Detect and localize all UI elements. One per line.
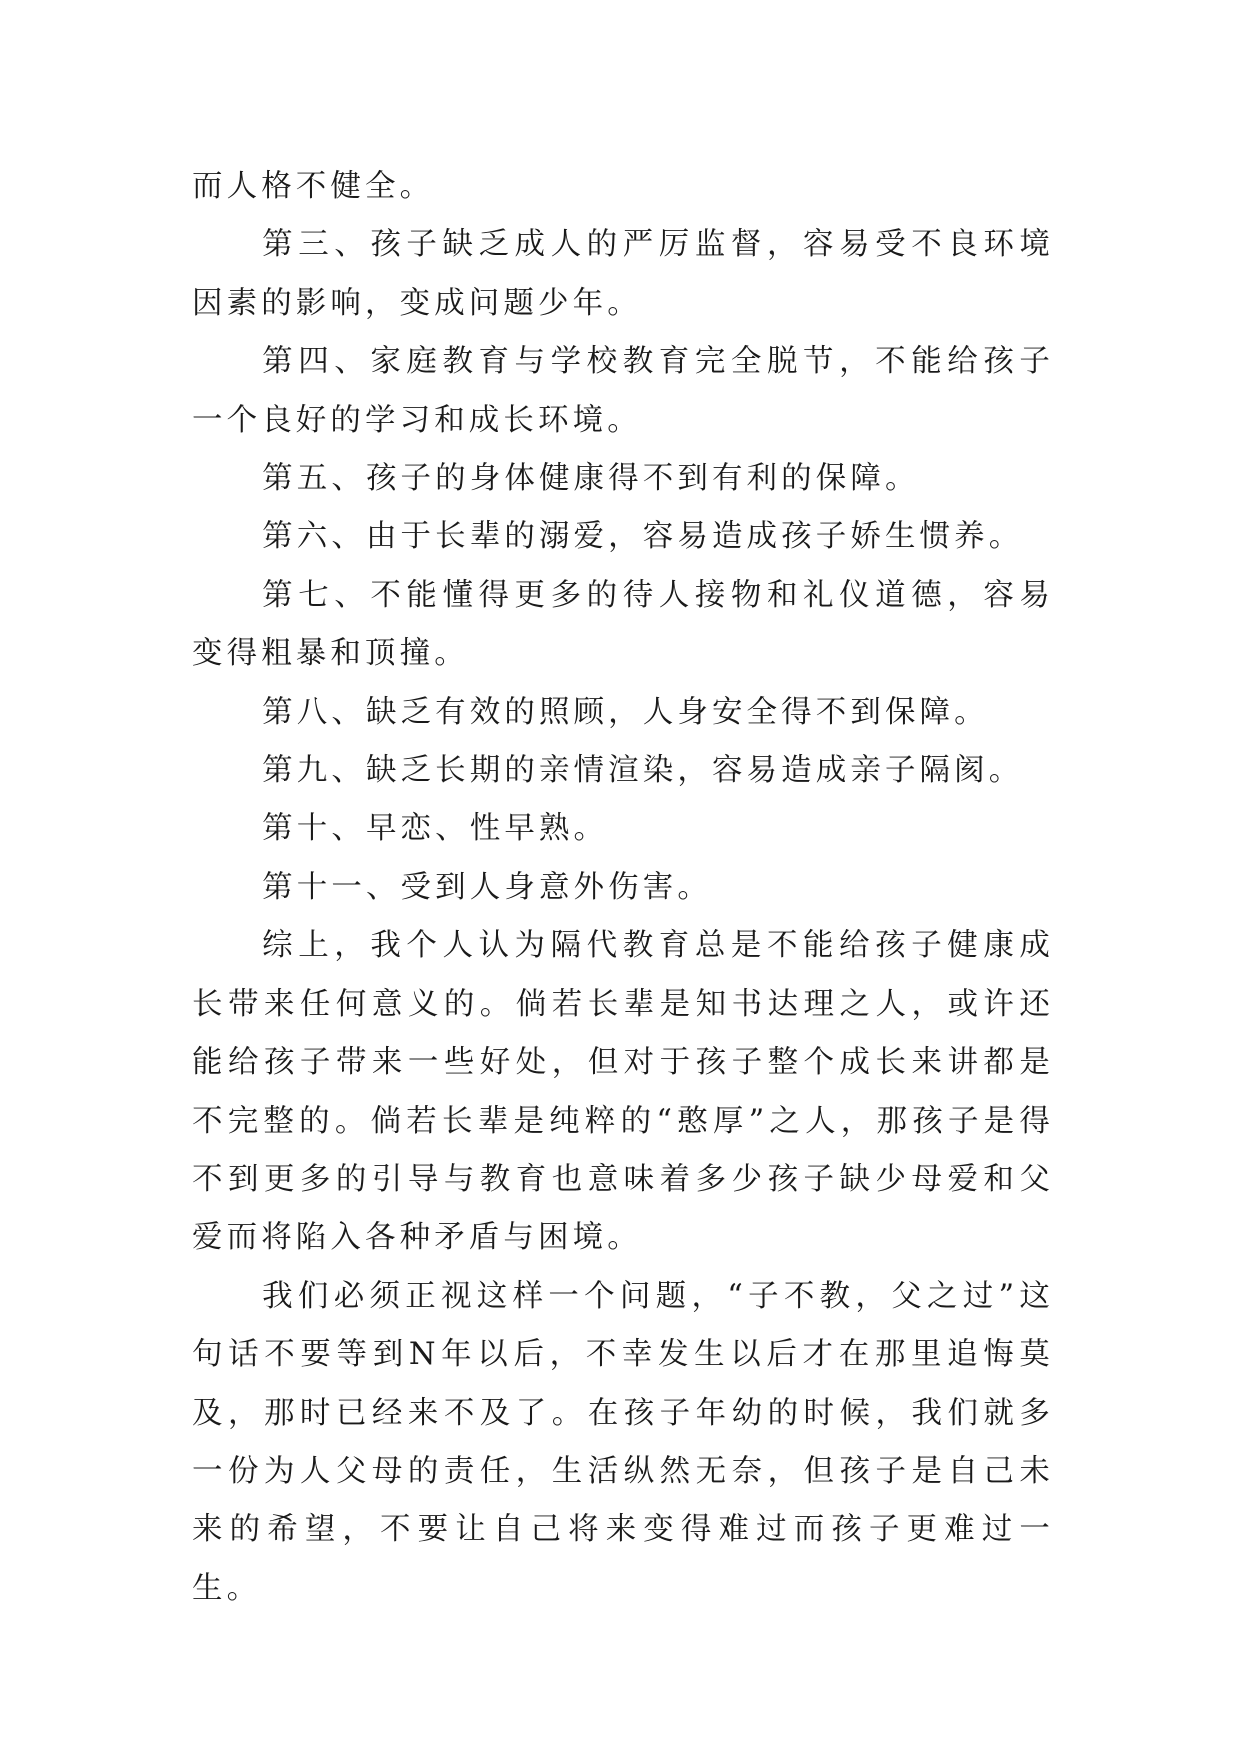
paragraph-point-11: 第十一、受到人身意外伤害。 [262,869,712,905]
paragraph-summary: 综上，我个人认为隔代教育总是不能给孩子健康成长带来任何意义的。倘若长辈是知书达理之人，或许还能给孩子带来一些好处，但对于孩子整个成长来讲都是不完整的。倘若长辈是纯粹的“憨厚”之人，那孩子是得不到更多的引导与教育也意味着多少孩子缺少母爱和父爱而将陷入各种矛盾与困境。 [192,928,1054,1256]
paragraph-point-9: 第九、缺乏长期的亲情渲染，容易造成亲子隔阂。 [262,753,1024,789]
body-text [192,158,1054,1618]
paragraph-point-8: 第八、缺乏有效的照顾，人身安全得不到保障。 [262,694,989,730]
paragraph-point-6: 第六、由于长辈的溺爱，容易造成孩子娇生惯养。 [262,519,1024,555]
paragraph-point-5: 第五、孩子的身体健康得不到有利的保障。 [262,461,920,497]
paragraph-continuation: 而人格不健全。 [192,169,435,204]
paragraph-point-3: 第三、孩子缺乏成人的严厉监督，容易受不良环境因素的影响，变成问题少年。 [192,227,1054,321]
paragraph-point-10: 第十、早恋、性早熟。 [262,811,609,847]
paragraph-conclusion: 我们必须正视这样一个问题，“子不教，父之过”这句话不要等到N年以后，不幸发生以后才在那里追悔莫及，那时已经来不及了。在孩子年幼的时候，我们就多一份为人父母的责任，生活纵然无奈，但孩子是自己未来的希望，不要让自己将来变得难过而孩子更难过一生。 [192,1278,1054,1606]
paragraph-point-4: 第四、家庭教育与学校教育完全脱节，不能给孩子一个良好的学习和成长环境。 [192,344,1054,438]
paragraph-point-7: 第七、不能懂得更多的待人接物和礼仪道德，容易变得粗暴和顶撞。 [192,577,1054,672]
